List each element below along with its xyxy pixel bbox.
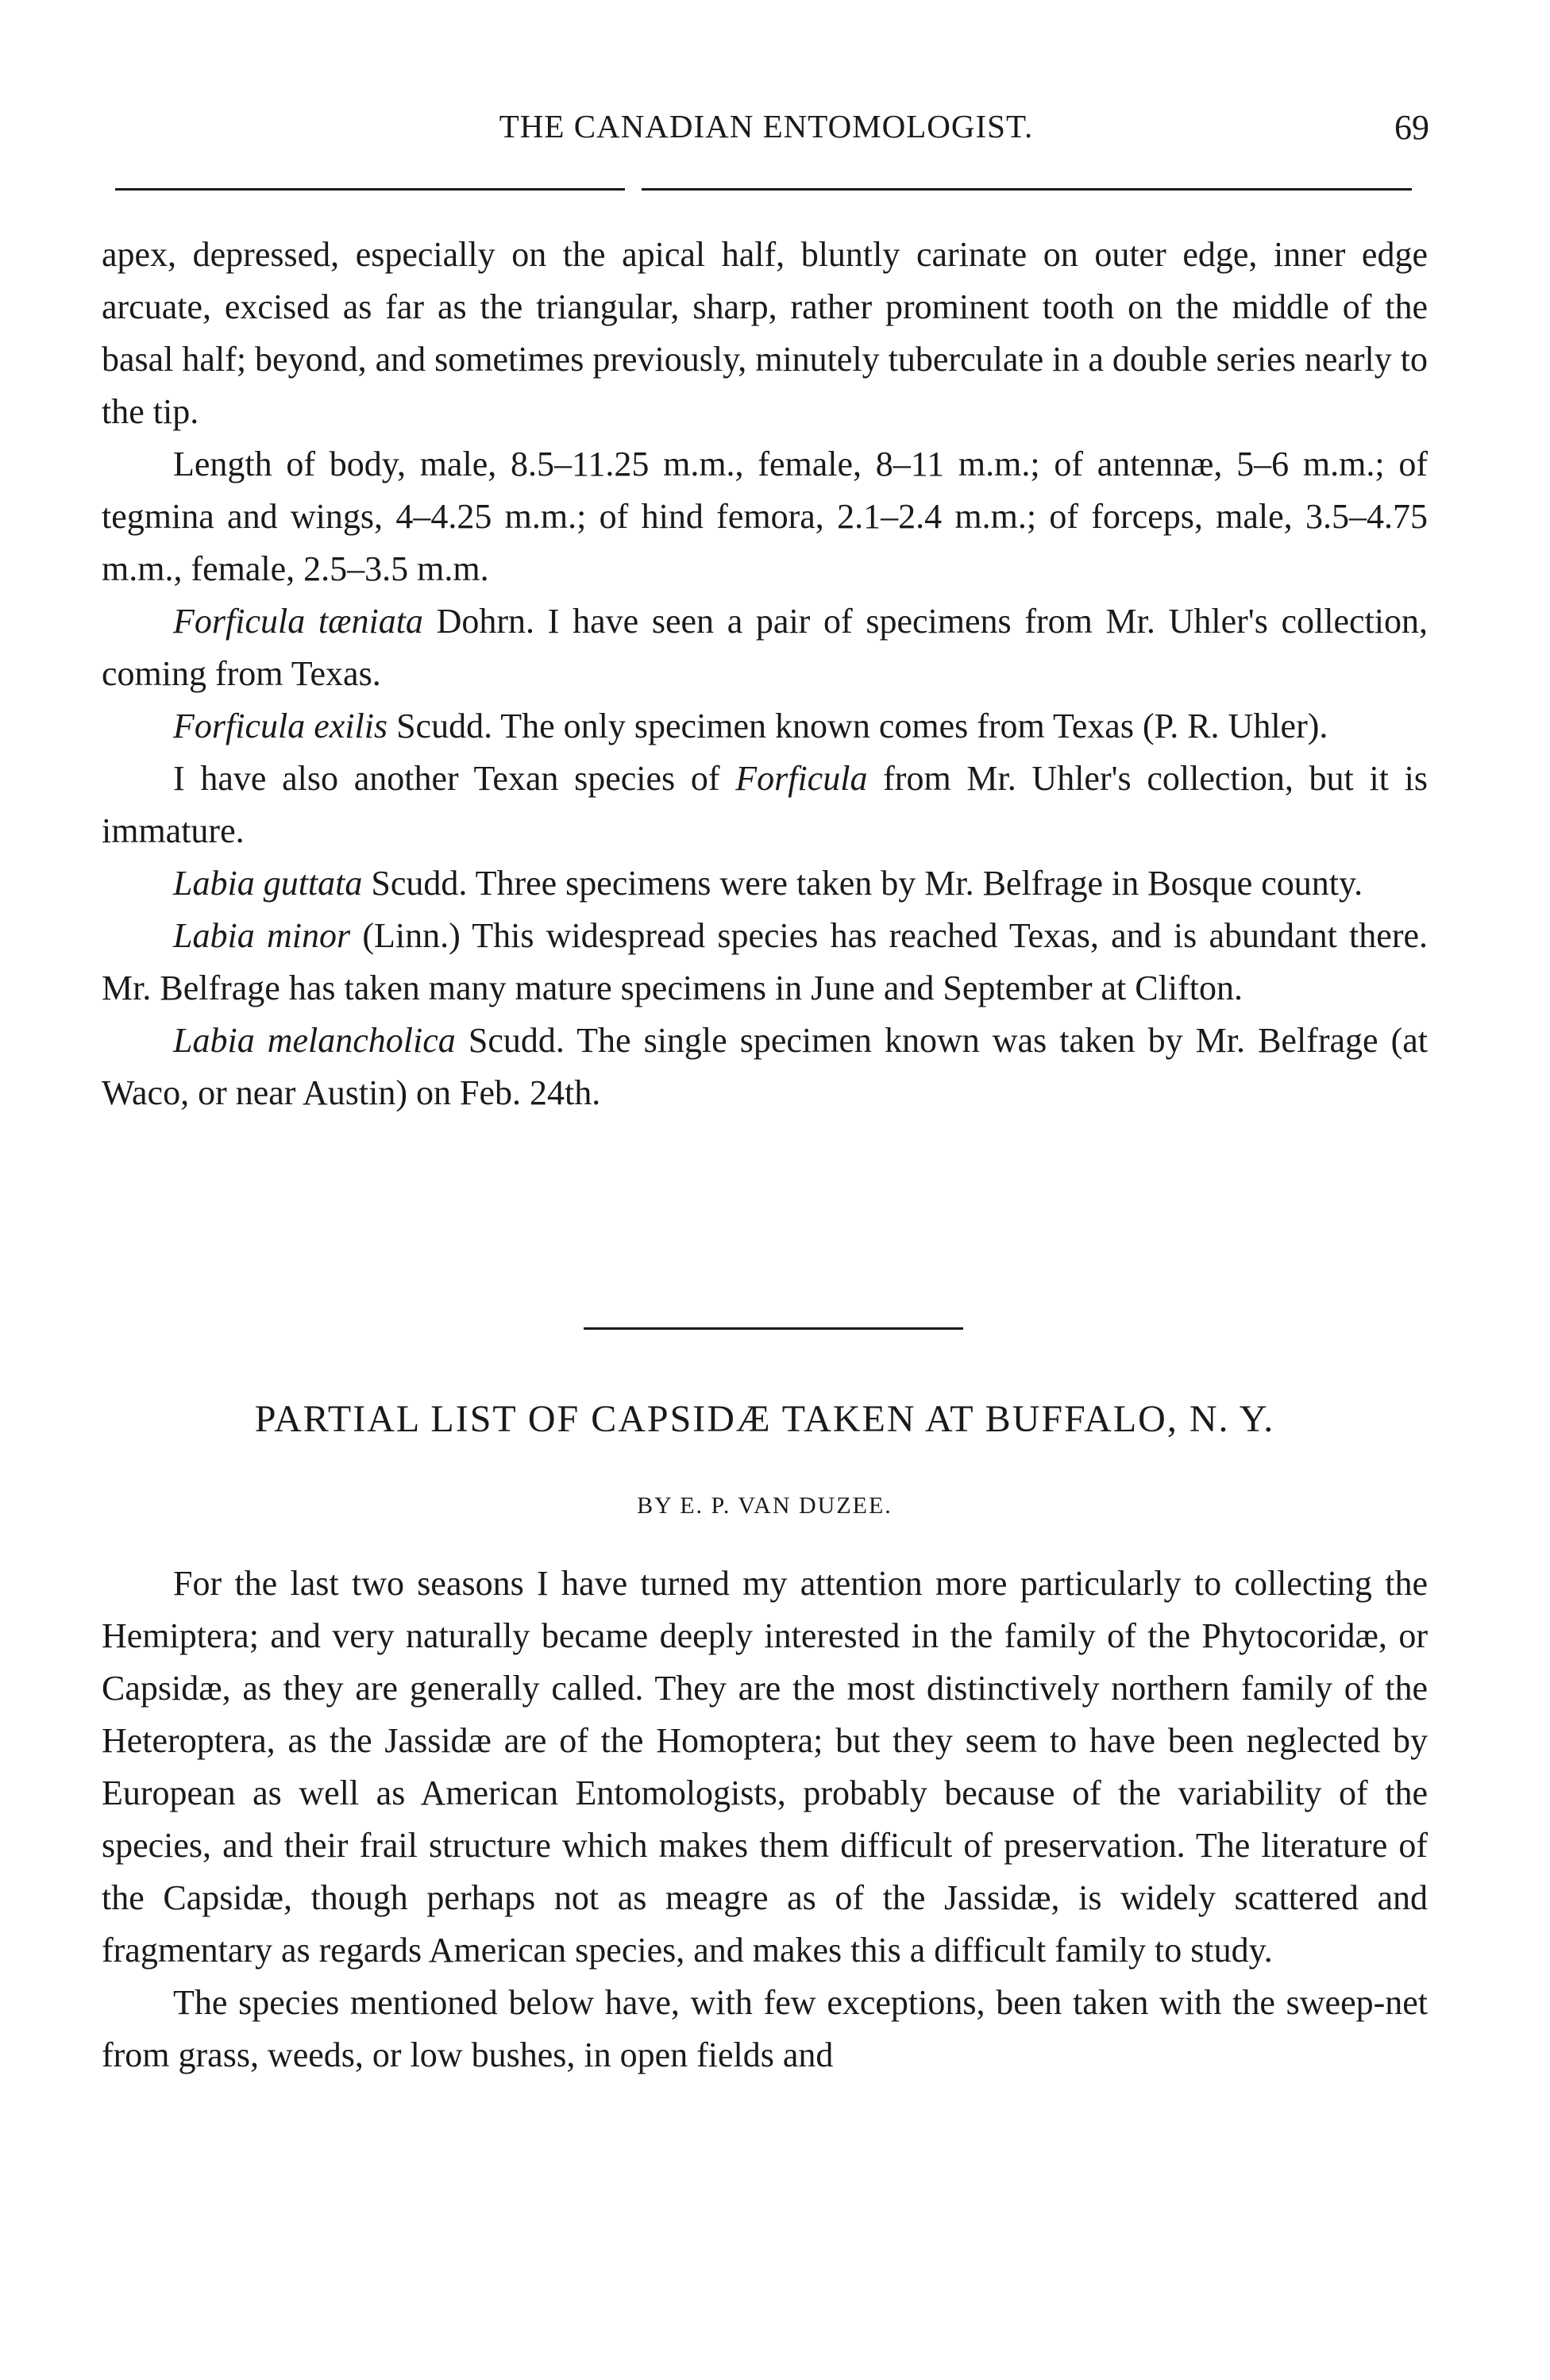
paragraph	[102, 910, 1428, 1015]
paragraph: apex, depressed, especially on the apical half, bluntly carinate on outer edge, inner edge arcuate, excised as far as the triangular, sharp, rather prominent tooth on the middle of the basal half; beyond, and sometimes previously, minutely tuberculate in a double series nearly to the tip.	[102, 235, 1428, 431]
page-number: 69	[1394, 108, 1429, 147]
species-name: Labia minor	[173, 916, 351, 955]
journal-title: THE CANADIAN ENTOMOLOGIST.	[499, 108, 1034, 144]
paragraph-text: Scudd. Three specimens were taken by Mr. Belfrage in Bosque county.	[362, 864, 1363, 903]
article-byline: BY E. P. VAN DUZEE.	[637, 1492, 893, 1519]
paragraph	[102, 753, 1428, 857]
header-rule-right	[642, 188, 1412, 191]
genus-name: Forficula	[735, 759, 868, 798]
paragraph	[102, 700, 1428, 753]
paragraph-text: Scudd. The single specimen known was taken by Mr. Belfrage (at Waco, or near Austin) on Feb. 24th.	[102, 1021, 1429, 1112]
paragraph-text: Scudd. The only specimen known comes from Texas (P. R. Uhler).	[388, 707, 1328, 745]
paragraph: The species mentioned below have, with few exceptions, been taken with the sweep-net from grass, weeds, or low bushes, in open fields and	[102, 1983, 1428, 2074]
species-name: Labia melancholica	[173, 1021, 456, 1060]
section-divider	[584, 1327, 963, 1330]
continued-article-text	[102, 229, 1428, 1119]
header-rule-left	[115, 188, 625, 191]
species-name: Labia guttata	[173, 864, 363, 903]
article-title: PARTIAL LIST OF CAPSIDÆ TAKEN AT BUFFALO, N. Y.	[254, 1398, 1275, 1440]
paragraph-text: Dohrn. I have seen a pair of specimens from Mr. Uhler's collection, coming from Texas.	[102, 602, 1428, 693]
running-head	[103, 107, 1429, 155]
article-text	[102, 1558, 1428, 2082]
paragraph	[102, 595, 1428, 700]
paragraph-text: I have also another Texan species of	[173, 759, 736, 798]
species-name: Forficula tæniata	[173, 602, 423, 641]
paragraph: Length of body, male, 8.5–11.25 m.m., female, 8–11 m.m.; of antennæ, 5–6 m.m.; of tegmina and wings, 4–4.25 m.m.; of hind femora, 2.1–2.4 m.m.; of forceps, male, 3.5–4.75 m.m., female, 2.5–3.5 m.m.	[102, 445, 1428, 588]
paragraph-text: (Linn.) This widespread species has reached Texas, and is abundant there. Mr. Belfrage has taken many mature specimens in June and September at Clifton.	[102, 916, 1428, 1007]
paragraph-text: from Mr. Uhler's collection, but it is immature.	[102, 759, 1428, 850]
species-name: Forficula exilis	[173, 707, 388, 745]
paragraph	[102, 857, 1428, 910]
paragraph: For the last two seasons I have turned my attention more particularly to collecting the Hemiptera; and very naturally became deeply interested in the family of the Phytocoridæ, or Capsidæ, as they are generally called. They are the most distinctively northern family of the Heteroptera, as the Jassidæ are of the Homoptera; but they seem to have been neglected by European as well as American Entomologists, probably because of the variability of the species, and their frail structure which makes them difficult of preservation. The literature of the Capsidæ, though perhaps not as meagre as of the Jassidæ, is widely scattered and fragmentary as regards American species, and makes this a difficult family to study.	[102, 1564, 1428, 1970]
paragraph	[102, 1015, 1428, 1119]
